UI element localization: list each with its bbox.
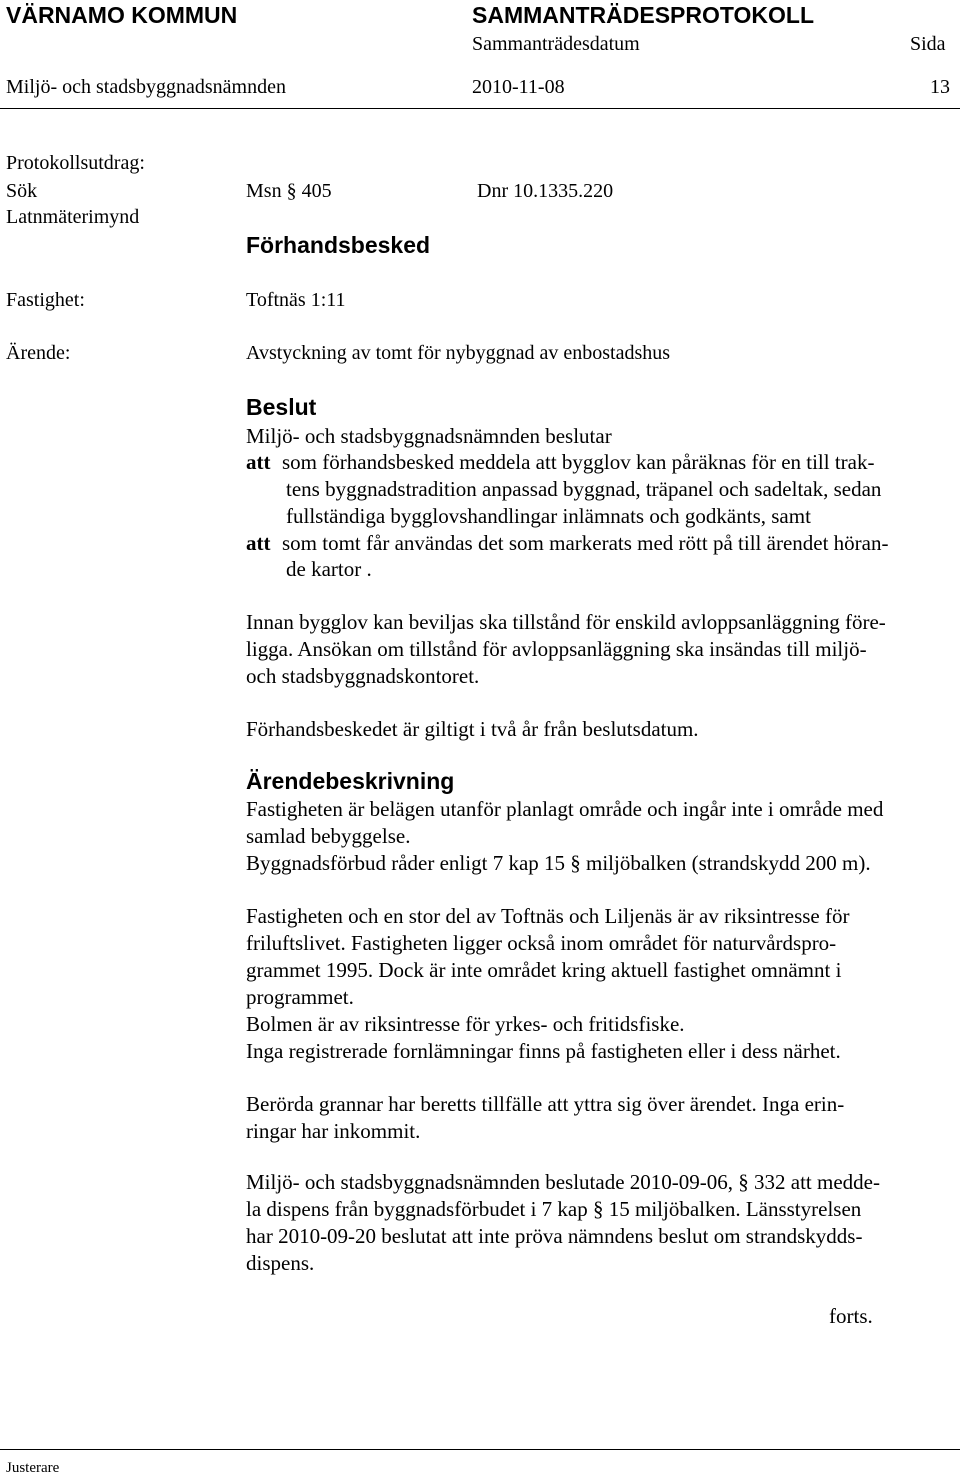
- text-line: grammet 1995. Dock är inte området kring aktuell fastighet omnämnt i: [246, 958, 842, 982]
- meeting-date: 2010-11-08: [472, 76, 565, 98]
- extract-label: Protokollsutdrag:: [6, 152, 145, 174]
- section-heading-arendebeskrivning: Ärendebeskrivning: [246, 768, 455, 794]
- text-line: Fastigheten och en stor del av Toftnäs och Liljenäs är av riksintresse för: [246, 904, 850, 928]
- text-line: ligga. Ansökan om tillstånd för avloppsanläggning ska insändas till miljö-: [246, 637, 867, 661]
- document-title: Förhandsbesked: [246, 232, 431, 258]
- date-label: Sammanträdesdatum: [472, 33, 640, 55]
- matter-label: Ärende:: [6, 342, 71, 364]
- page-label: Sida: [910, 33, 946, 55]
- text-line: la dispens från byggnadsförbudet i 7 kap § 15 miljöbalken. Länsstyrelsen: [246, 1197, 862, 1221]
- case-number: Dnr 10.1335.220: [477, 180, 614, 202]
- org-name: VÄRNAMO KOMMUN: [6, 2, 238, 28]
- recipient: Sök: [6, 180, 38, 202]
- text-line: Berörda grannar har beretts tillfälle att yttra sig över ärendet. Inga erin-: [246, 1092, 845, 1116]
- text-line: Förhandsbeskedet är giltigt i två år från beslutsdatum.: [246, 717, 699, 741]
- committee-name: Miljö- och stadsbyggnadsnämnden: [6, 76, 286, 98]
- text-line: Innan bygglov kan beviljas ska tillstånd för enskild avloppsanläggning före-: [246, 610, 886, 634]
- recipient: Latnmäterimynd: [6, 206, 140, 228]
- text-line: och stadsbyggnadskontoret.: [246, 664, 480, 688]
- footer-label: Justerare: [6, 1460, 60, 1476]
- continued-marker: forts.: [829, 1304, 873, 1328]
- matter-value: Avstyckning av tomt för nybyggnad av enbostadshus: [246, 342, 671, 364]
- att-keyword: att: [246, 450, 271, 474]
- decision-item-line: tens byggnadstradition anpassad byggnad, träpanel och sadeltak, sedan: [286, 477, 882, 501]
- text-line: Miljö- och stadsbyggnadsnämnden beslutade 2010-09-06, § 332 att medde-: [246, 1170, 880, 1194]
- page-number: 13: [930, 76, 950, 98]
- footer-divider: [0, 1449, 960, 1450]
- decision-item-line: fullständiga bygglovshandlingar inlämnats och godkänts, samt: [286, 504, 811, 528]
- text-line: dispens.: [246, 1251, 315, 1275]
- decision-intro: Miljö- och stadsbyggnadsnämnden beslutar: [246, 424, 612, 448]
- property-label: Fastighet:: [6, 289, 85, 311]
- text-line: friluftslivet. Fastigheten ligger också inom området för naturvårdspro-: [246, 931, 837, 955]
- text-line: samlad bebyggelse.: [246, 824, 411, 848]
- att-keyword: att: [246, 531, 271, 555]
- doc-type: SAMMANTRÄDESPROTOKOLL: [472, 2, 815, 28]
- section-heading-beslut: Beslut: [246, 394, 317, 420]
- text-line: Byggnadsförbud råder enligt 7 kap 15 § miljöbalken (strandskydd 200 m).: [246, 851, 871, 875]
- header-divider: [0, 108, 960, 109]
- property-value: Toftnäs 1:11: [246, 289, 346, 311]
- decision-item-line: som förhandsbesked meddela att bygglov kan påräknas för en till trak-: [282, 450, 875, 474]
- decision-item-line: de kartor .: [286, 557, 372, 581]
- paragraph-number: Msn § 405: [246, 180, 332, 202]
- text-line: Inga registrerade fornlämningar finns på fastigheten eller i dess närhet.: [246, 1039, 841, 1063]
- text-line: Bolmen är av riksintresse för yrkes- och fritidsfiske.: [246, 1012, 685, 1036]
- decision-item-line: som tomt får användas det som markerats med rött på till ärendet höran-: [282, 531, 889, 555]
- text-line: programmet.: [246, 985, 354, 1009]
- text-line: ringar har inkommit.: [246, 1119, 421, 1143]
- text-line: Fastigheten är belägen utanför planlagt område och ingår inte i område med: [246, 797, 884, 821]
- text-line: har 2010-09-20 beslutat att inte pröva nämndens beslut om strandskydds-: [246, 1224, 863, 1248]
